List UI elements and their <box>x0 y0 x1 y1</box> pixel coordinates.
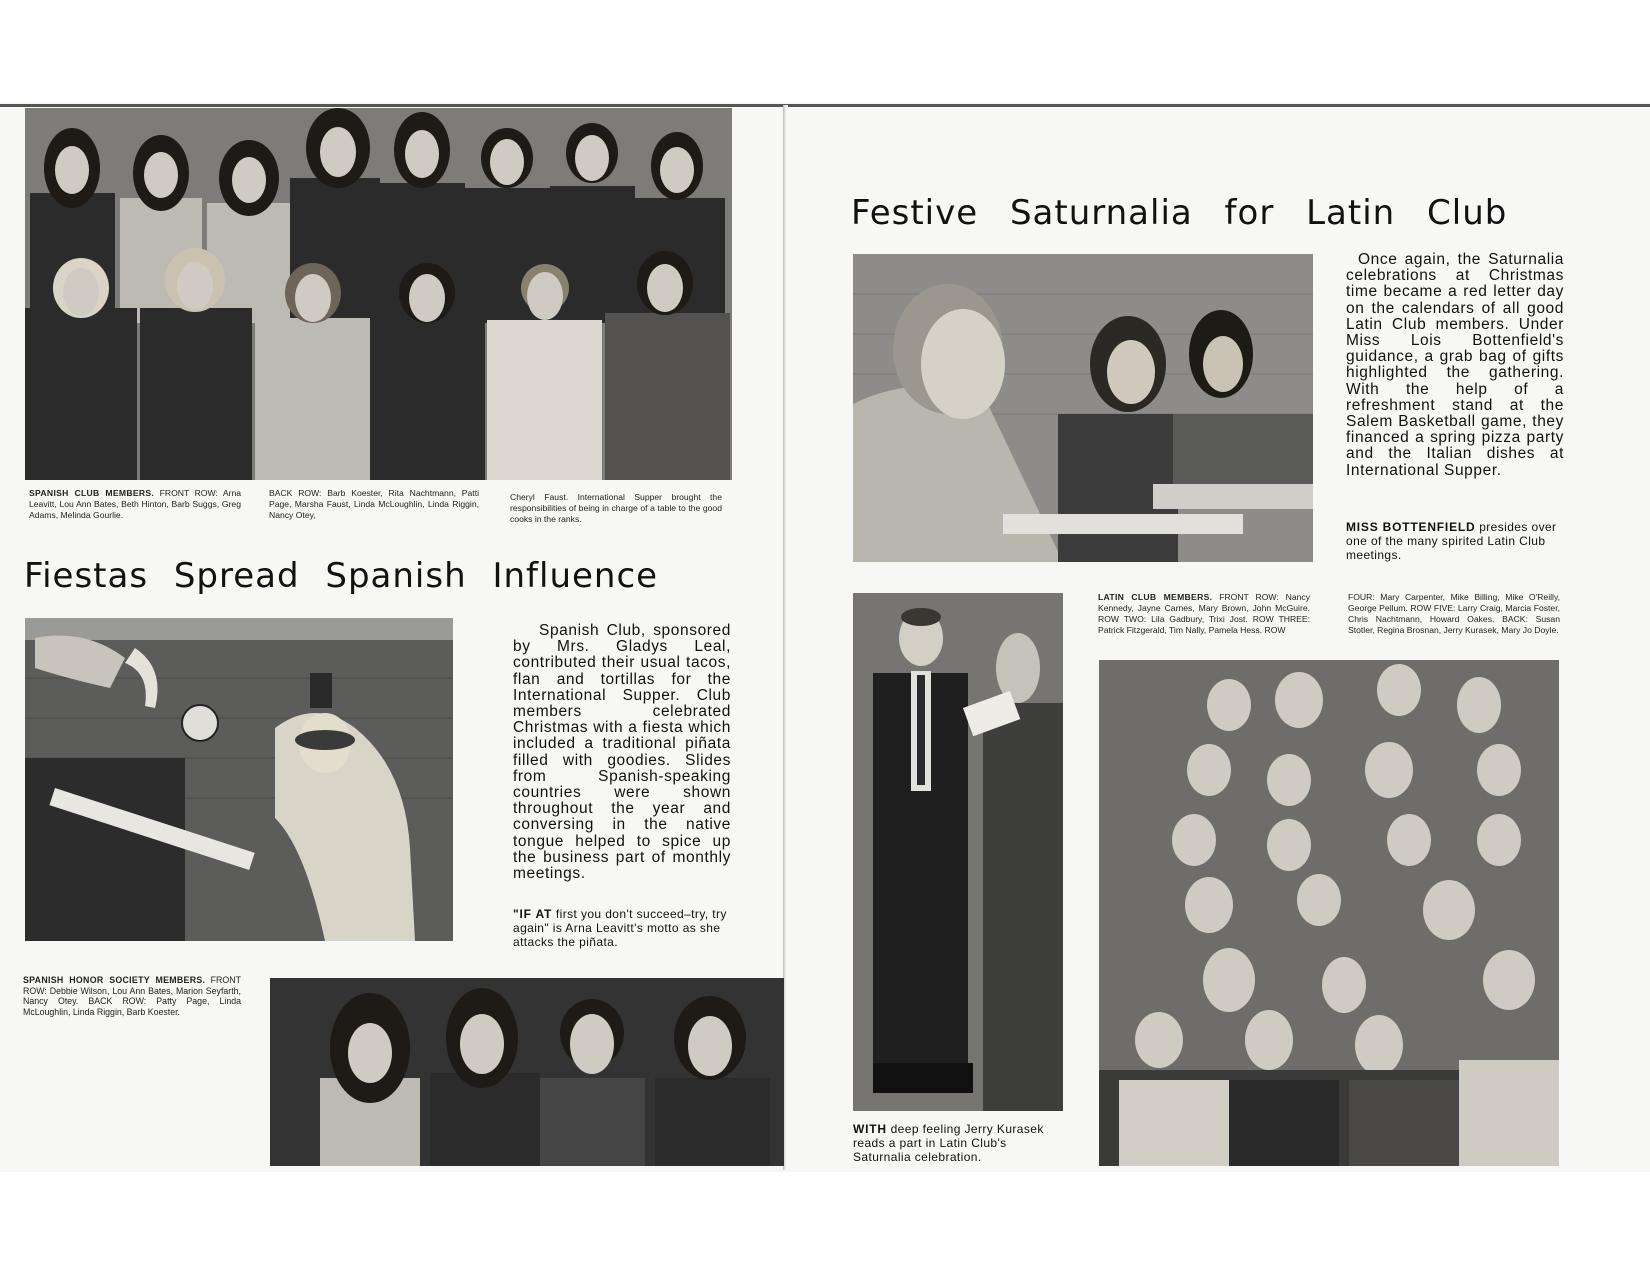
spanish-club-story-text: Spanish Club, sponsored by Mrs. Gladys Leal, contributed their usual tacos, flan and tortillas for the International Supper. Club members celebrated Christmas with a fiesta which included a traditional piñata filled with goodies. Slides from Spanish-speaking countries were shown throughout the year and conversing in the native tongue helped to spice up the business part of monthly meetings. <box>513 622 731 883</box>
teacher-caption-lead: MISS BOTTENFIELD <box>1346 520 1476 534</box>
spanish-club-headline: Fiestas Spread Spanish Influence <box>24 556 659 596</box>
teacher-caption <box>1346 520 1561 562</box>
pinata-photo <box>25 618 453 941</box>
latin-club-caption-col1 <box>1098 592 1310 636</box>
spanish-club-caption-col3 <box>510 492 722 525</box>
honor-society-photo <box>270 978 784 1166</box>
latin-club-caption-lead: LATIN CLUB MEMBERS. <box>1098 592 1213 602</box>
honor-society-caption-lead: SPANISH HONOR SOCIETY MEMBERS. <box>23 975 206 985</box>
pinata-caption <box>513 907 733 949</box>
spanish-club-group-photo <box>25 108 732 480</box>
spanish-club-caption-front-row: FRONT ROW: Arna Leavitt, Lou Ann Bates, Beth Hinton, Barb Suggs, Greg Adams, Melinda Gourlie. <box>29 488 242 520</box>
spanish-club-caption-lead: SPANISH CLUB MEMBERS. <box>29 488 155 498</box>
speaker-caption-lead: WITH <box>853 1122 887 1136</box>
honor-society-caption <box>23 975 241 1017</box>
page-top-edge <box>0 104 1650 107</box>
pinata-caption-lead: "IF AT <box>513 907 553 921</box>
spanish-club-caption-col2 <box>269 488 479 521</box>
latin-club-group-photo <box>1099 660 1559 1166</box>
latin-club-caption-back-rows: FOUR: Mary Carpenter, Mike Billing, Mike O'Reilly, George Pellum. ROW FIVE: Larry Craig, Marcia Foster, Chris Nachtmann, Howard Oakes. BACK: Susan Stotler, Regina Brosnan, Jerry Kurasek, Mary Jo Doyle. <box>1348 592 1560 635</box>
teacher-caption-text: presides over one of the many spirited Latin Club meetings. <box>1346 520 1557 562</box>
speaker-caption <box>853 1122 1063 1164</box>
pinata-caption-text: first you don't succeed–try, try again" is Arna Leavitt's motto as she attacks the piñata. <box>513 907 727 949</box>
latin-club-story-text: Once again, the Saturnalia celebrations at Christmas time became a red letter day on the calendars of all good Latin Club members. Under Miss Lois Bottenfield's guidance, a grab bag of gifts highlighted the gathering. With the help of a refreshment stand at the Salem Basketball game, they financed a spring pizza party and the Italian dishes at International Supper. <box>1346 251 1564 479</box>
latin-club-headline: Festive Saturnalia for Latin Club <box>851 193 1508 233</box>
spanish-club-caption-col1 <box>29 488 241 521</box>
speaker-caption-text: deep feeling Jerry Kurasek reads a part in Latin Club's Saturnalia celebration. <box>853 1122 1044 1164</box>
spanish-club-story <box>513 623 731 882</box>
honor-society-caption-text: FRONT ROW: Debbie Wilson, Lou Ann Bates, Marion Seyfarth, Nancy Otey. BACK ROW: Patty Page, Linda McLoughlin, Linda Riggin, Barb Koester. <box>23 975 241 1017</box>
latin-club-caption-col2 <box>1348 592 1560 636</box>
latin-club-story <box>1346 252 1564 479</box>
speaker-photo <box>853 593 1063 1111</box>
latin-club-caption-front-rows: FRONT ROW: Nancy Kennedy, Jayne Carnes, Mary Brown, John McGuire. ROW TWO: Lila Gadbury, Trixi Jost. ROW THREE: Patrick Fitzgerald, Tim Nally, Pamela Hess. ROW <box>1098 592 1310 635</box>
spanish-club-caption-back-row: BACK ROW: Barb Koester, Rita Nachtmann, Patti Page, Marsha Faust, Linda McLoughlin, Linda Riggin, Nancy Otey, <box>269 488 479 520</box>
teacher-meeting-photo <box>853 254 1313 562</box>
spanish-club-caption-supper: Cheryl Faust. International Supper brought the responsibilities of being in charge of a table to the good cooks in the ranks. <box>510 492 722 524</box>
